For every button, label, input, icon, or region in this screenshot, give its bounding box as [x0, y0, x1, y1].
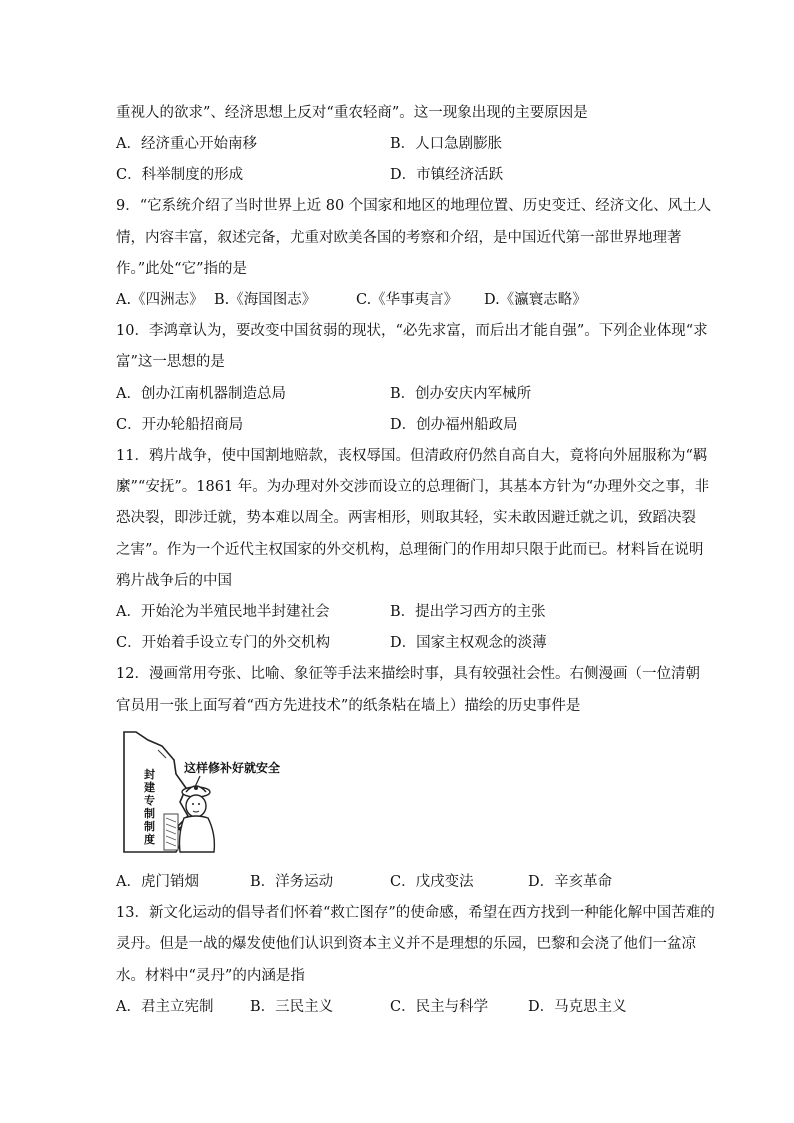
q13-option-c: C．民主与科学 — [390, 999, 489, 1015]
q12-option-d: D．辛亥革命 — [528, 874, 613, 890]
q12-option-a: A．虎门销烟 — [116, 874, 199, 890]
official-head — [186, 795, 206, 817]
q10-option-b: B．创办安庆内军械所 — [390, 386, 532, 402]
q11-stem-line-2: 縻”“安抚”。1861 年。为办理对外交涉而设立的总理衙门，其基本方针为“办理外交之事，非 — [116, 479, 710, 495]
hat-button — [194, 786, 198, 790]
official-eye — [198, 803, 200, 805]
wall-label-char: 封 — [144, 769, 155, 781]
q8-option-b: B．人口急剧膨胀 — [390, 136, 503, 152]
q10-option-d: D．创办福州船政局 — [390, 417, 518, 433]
wall-label-char: 制 — [144, 821, 155, 833]
q9-option-c: C.《华事夷言》 — [356, 292, 459, 308]
q11-option-a: A．开始沦为半殖民地半封建社会 — [116, 604, 330, 620]
q11-option-b: B．提出学习西方的主张 — [390, 604, 546, 620]
q10-stem-line-2: 富”这一思想的是 — [116, 354, 225, 370]
q13-stem-line-3: 水。材料中“灵丹”的内涵是指 — [116, 968, 305, 984]
q11-stem-line-5: 鸦片战争后的中国 — [116, 573, 232, 589]
q8-option-d: D．市镇经济活跃 — [390, 167, 504, 183]
wall-label-char: 建 — [144, 782, 155, 794]
q9-stem-line-3: 作。”此处“它”指的是 — [116, 261, 247, 277]
q11-stem-line-4: 之害”。作为一个近代主权国家的外交机构，总理衙门的作用却只限于此而已。材料旨在说明 — [116, 542, 704, 558]
q12-stem-line-1: 12．漫画常用夸张、比喻、象征等手法来描绘时事，具有较强社会性。右侧漫画（一位清朝 — [116, 666, 700, 682]
q13-stem-line-1: 13．新文化运动的倡导者们怀着“救亡图存”的使命感，希望在西方找到一种能化解中国苦难的 — [116, 905, 715, 921]
wall-label-char: 度 — [144, 834, 155, 846]
cartoon-speech: 这样修补好就安全 — [184, 761, 281, 775]
q11-stem-line-1: 11．鸦片战争，使中国割地赔款，丧权辱国。但清政府仍然自高自大，竟将向外屈服称为“羁 — [116, 448, 708, 464]
q10-option-a: A．创办江南机器制造总局 — [116, 386, 286, 402]
q8-stem-tail: 重视人的欲求”、经济思想上反对“重农轻商”。这一现象出现的主要原因是 — [116, 105, 588, 121]
q11-stem-line-3: 恐决裂，即涉迁就，势本难以周全。两害相形，则取其轻，实未敢因避迁就之讥，致蹈决裂 — [116, 510, 696, 526]
q13-option-a: A．君主立宪制 — [116, 999, 214, 1015]
q9-option-b: B.《海国图志》 — [214, 292, 317, 308]
q10-stem-line-1: 10．李鸿章认为，要改变中国贫弱的现状，“必先求富，而后出才能自强”。下列企业体现“求 — [116, 323, 708, 339]
q9-option-a: A.《四洲志》 — [116, 292, 204, 308]
wall-label-char: 制 — [144, 808, 155, 820]
qing-official-cartoon — [118, 730, 296, 854]
q10-option-c: C．开办轮船招商局 — [116, 417, 244, 433]
q13-option-b: B．三民主义 — [250, 999, 334, 1015]
q12-stem-line-2: 官员用一张上面写着“西方先进技术”的纸条粘在墙上）描绘的历史事件是 — [116, 698, 581, 714]
q12-option-b: B．洋务运动 — [250, 874, 334, 890]
q13-option-d: D．马克思主义 — [528, 999, 627, 1015]
q11-option-d: D．国家主权观念的淡薄 — [390, 635, 547, 651]
q8-option-c: C．科举制度的形成 — [116, 167, 244, 183]
wall-label-char: 专 — [144, 795, 155, 807]
official-robe — [180, 816, 215, 852]
q9-option-d: D.《瀛寰志略》 — [484, 292, 587, 308]
q8-option-a: A．经济重心开始南移 — [116, 136, 257, 152]
q11-option-c: C．开始着手设立专门的外交机构 — [116, 635, 331, 651]
q13-stem-line-2: 灵丹。但是一战的爆发使他们认识到资本主义并不是理想的乐园，巴黎和会浇了他们一盆凉 — [116, 936, 696, 952]
q9-stem-line-1: 9．“它系统介绍了当时世界上近 80 个国家和地区的地理位置、历史变迁、经济文化、风土人 — [116, 198, 712, 214]
q9-stem-line-2: 情，内容丰富，叙述完备，尤重对欧美各国的考察和介绍，是中国近代第一部世界地理著 — [116, 230, 682, 246]
q12-option-c: C．戊戌变法 — [390, 874, 474, 890]
official-eye — [192, 803, 194, 805]
